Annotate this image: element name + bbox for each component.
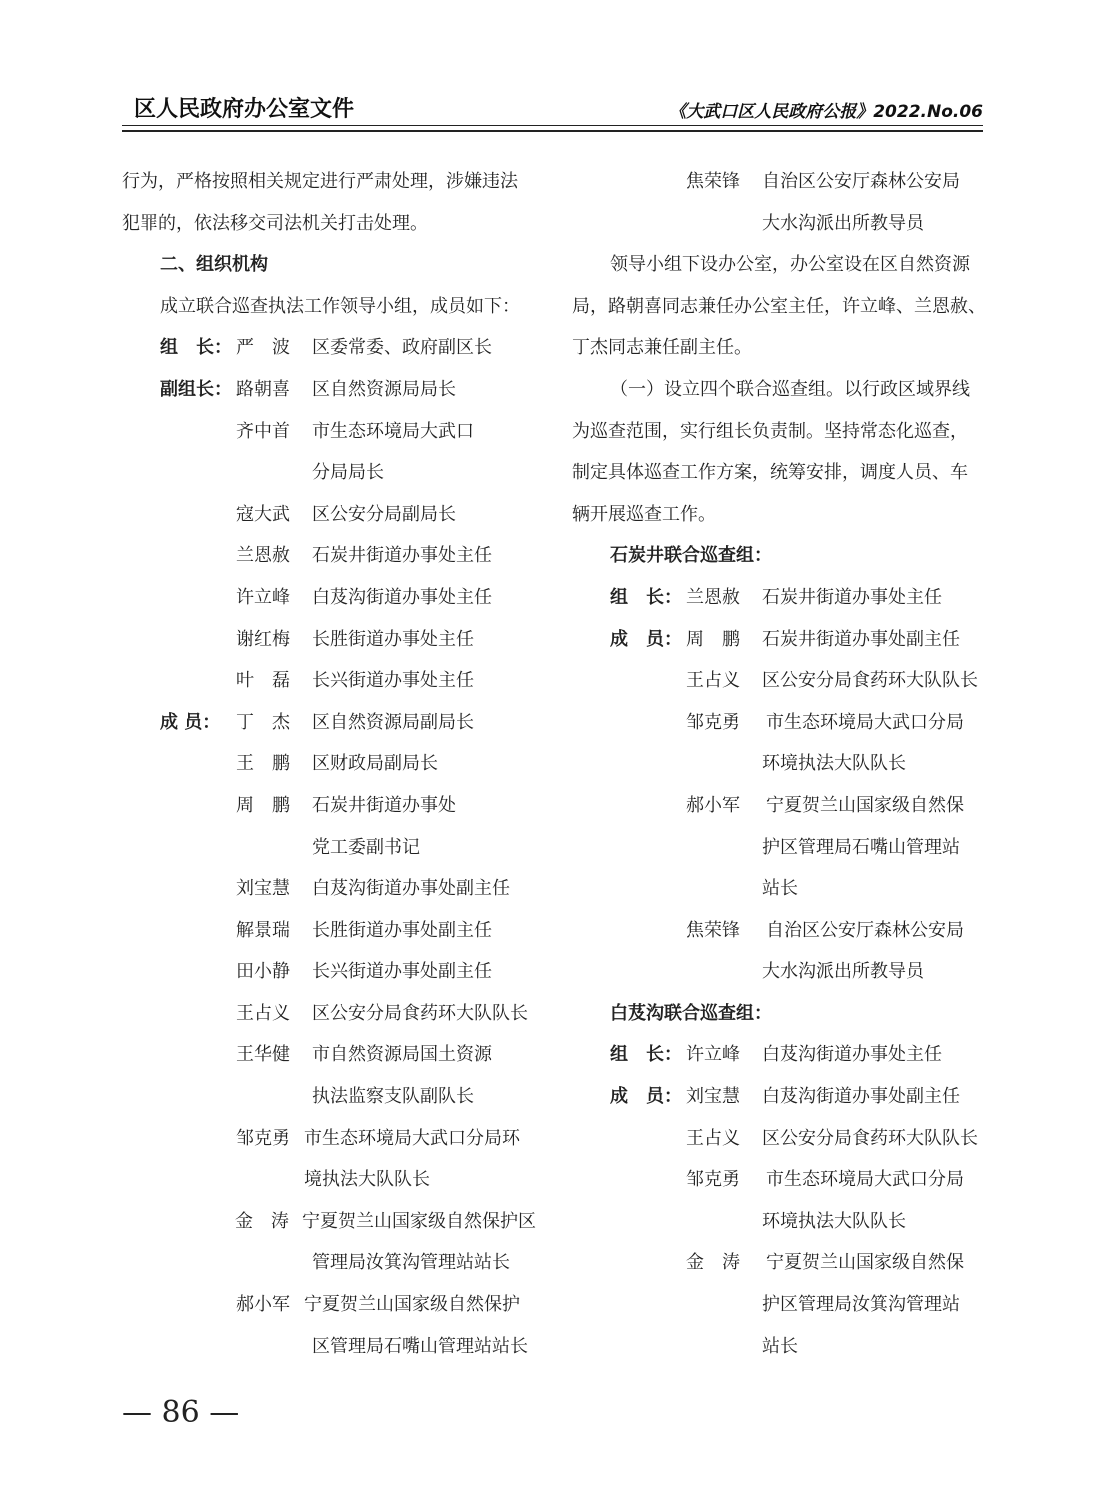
person-title: 自治区公安厅森林公安局 bbox=[762, 171, 960, 192]
person-title: 区公安分局副局长 bbox=[312, 503, 456, 525]
person-name: 王华健 bbox=[236, 1044, 290, 1066]
person-title: 白芨沟街道办事处副主任 bbox=[312, 878, 510, 900]
left-column bbox=[122, 161, 536, 1367]
person-title: 宁夏贺兰山国家级自然保 bbox=[766, 1252, 964, 1274]
person-name: 王占义 bbox=[686, 1127, 740, 1149]
person-name: 刘宝慧 bbox=[686, 1086, 740, 1108]
roster-row bbox=[572, 161, 986, 203]
paragraph-line: 为巡查范围，实行组长负责制。坚持常态化巡查， bbox=[572, 420, 968, 442]
person-name: 叶 磊 bbox=[236, 670, 290, 692]
person-name: 齐中首 bbox=[236, 420, 290, 442]
person-name: 焦荣锋 bbox=[686, 171, 740, 192]
group-heading: 白芨沟联合巡查组： bbox=[610, 1002, 772, 1024]
roster-row bbox=[572, 702, 986, 744]
person-title: 市生态环境局大武口分局环 bbox=[304, 1127, 520, 1149]
person-title: 长胜街道办事处副主任 bbox=[312, 919, 492, 941]
title-continuation: 站长 bbox=[762, 878, 798, 900]
title-continuation: 环境执法大队队长 bbox=[762, 1210, 906, 1232]
roster-row bbox=[122, 494, 536, 536]
person-name: 谢红梅 bbox=[236, 628, 290, 650]
roster-row bbox=[122, 702, 536, 744]
header-publication-title: 《大武口区人民政府公报》2022.No.06 bbox=[669, 102, 983, 122]
paragraph-line: （一）设立四个联合巡查组。以行政区域界线 bbox=[610, 378, 970, 400]
person-name: 邹克勇 bbox=[236, 1127, 290, 1149]
person-title: 区财政局副局长 bbox=[312, 753, 438, 775]
person-name: 郝小军 bbox=[686, 794, 740, 816]
person-title: 长兴街道办事处主任 bbox=[312, 670, 474, 692]
person-title: 区公安分局食药环大队队长 bbox=[762, 1127, 978, 1149]
person-name: 王占义 bbox=[686, 670, 740, 692]
person-name: 路朝喜 bbox=[236, 378, 290, 400]
paragraph-line: 丁杰同志兼任副主任。 bbox=[572, 337, 752, 359]
page-number: — 86 — bbox=[122, 1395, 240, 1430]
person-name: 兰恩赦 bbox=[236, 545, 290, 567]
title-continuation: 大水沟派出所教导员 bbox=[762, 961, 924, 983]
person-title: 自治区公安厅森林公安局 bbox=[766, 919, 964, 941]
person-name: 严 波 bbox=[236, 337, 290, 359]
paragraph-line: 领导小组下设办公室，办公室设在区自然资源 bbox=[610, 254, 970, 276]
paragraph-line: 局，路朝喜同志兼任办公室主任，许立峰、兰恩赦、 bbox=[572, 295, 986, 317]
roster-row bbox=[572, 619, 986, 661]
roster-row-leader bbox=[122, 327, 536, 369]
person-title: 石炭井街道办事处副主任 bbox=[762, 628, 960, 650]
title-continuation: 境执法大队队长 bbox=[304, 1169, 430, 1191]
title-continuation: 管理局汝箕沟管理站站长 bbox=[312, 1252, 510, 1274]
roster-row bbox=[572, 910, 986, 952]
paragraph-line: 制定具体巡查工作方案，统筹安排，调度人员、车 bbox=[572, 462, 968, 484]
role-label: 组 长： bbox=[160, 337, 232, 359]
roster-row bbox=[122, 1034, 536, 1076]
roster-row bbox=[122, 910, 536, 952]
person-name: 寇大武 bbox=[236, 503, 290, 525]
paragraph-line: 犯罪的，依法移交司法机关打击处理。 bbox=[122, 212, 428, 234]
person-title: 白芨沟街道办事处主任 bbox=[312, 586, 492, 608]
title-continuation: 环境执法大队队长 bbox=[762, 753, 906, 775]
roster-row bbox=[122, 743, 536, 785]
person-title: 石炭井街道办事处主任 bbox=[312, 545, 492, 567]
roster-row bbox=[572, 1159, 986, 1201]
title-continuation: 执法监察支队副队长 bbox=[312, 1086, 474, 1108]
roster-row bbox=[122, 785, 536, 827]
title-continuation: 分局局长 bbox=[312, 462, 384, 484]
person-name: 兰恩赦 bbox=[686, 586, 740, 608]
roster-row bbox=[122, 577, 536, 619]
roster-row bbox=[572, 785, 986, 827]
role-label: 成 员： bbox=[610, 628, 682, 650]
person-title: 市自然资源局国土资源 bbox=[312, 1044, 492, 1066]
header-rule-thick bbox=[122, 130, 983, 132]
header-section-title: 区人民政府办公室文件 bbox=[134, 97, 355, 122]
title-continuation: 区管理局石嘴山管理站站长 bbox=[312, 1335, 528, 1357]
person-title: 宁夏贺兰山国家级自然保护区 bbox=[302, 1210, 536, 1232]
title-continuation: 站长 bbox=[762, 1335, 798, 1357]
person-title: 区自然资源局局长 bbox=[312, 378, 456, 400]
person-name: 丁 杰 bbox=[236, 711, 290, 733]
header-rule-thin bbox=[122, 125, 983, 126]
paragraph-line: 辆开展巡查工作。 bbox=[572, 503, 716, 525]
roster-row bbox=[122, 619, 536, 661]
person-name: 王 鹏 bbox=[236, 753, 290, 775]
person-name: 金 涛 bbox=[686, 1252, 740, 1274]
title-continuation: 党工委副书记 bbox=[312, 836, 420, 858]
person-name: 郝小军 bbox=[236, 1294, 290, 1316]
roster-row bbox=[572, 1118, 986, 1160]
roster-row bbox=[122, 411, 536, 453]
roster-row bbox=[122, 535, 536, 577]
person-name: 田小静 bbox=[236, 961, 290, 983]
person-title: 白芨沟街道办事处主任 bbox=[762, 1044, 942, 1066]
person-name: 周 鹏 bbox=[236, 794, 290, 816]
role-label: 组 长： bbox=[610, 586, 682, 608]
role-label: 成 员： bbox=[160, 711, 221, 733]
roster-row bbox=[572, 660, 986, 702]
title-continuation: 护区管理局汝箕沟管理站 bbox=[762, 1294, 960, 1316]
person-title: 石炭井街道办事处主任 bbox=[762, 586, 942, 608]
roster-row bbox=[572, 1242, 986, 1284]
roster-row bbox=[122, 660, 536, 702]
person-title: 市生态环境局大武口分局 bbox=[766, 1169, 964, 1191]
person-name: 金 涛 bbox=[234, 1210, 289, 1232]
paragraph-line: 成立联合巡查执法工作领导小组，成员如下： bbox=[160, 295, 520, 317]
roster-row bbox=[572, 1076, 986, 1118]
person-title: 市生态环境局大武口分局 bbox=[766, 711, 964, 733]
person-name: 解景瑞 bbox=[236, 919, 290, 941]
person-name: 刘宝慧 bbox=[236, 878, 290, 900]
person-name: 许立峰 bbox=[686, 1044, 740, 1066]
roster-row bbox=[122, 868, 536, 910]
person-title: 长胜街道办事处主任 bbox=[312, 628, 474, 650]
person-title: 石炭井街道办事处 bbox=[312, 794, 456, 816]
roster-row-leader bbox=[572, 1034, 986, 1076]
role-label: 成 员： bbox=[610, 1086, 682, 1108]
person-name: 焦荣锋 bbox=[686, 919, 740, 941]
person-title: 市生态环境局大武口 bbox=[312, 420, 474, 442]
roster-row bbox=[122, 993, 536, 1035]
person-title: 白芨沟街道办事处副主任 bbox=[762, 1086, 960, 1108]
person-name: 王占义 bbox=[236, 1002, 290, 1024]
person-title: 长兴街道办事处副主任 bbox=[312, 961, 492, 983]
roster-row bbox=[122, 369, 536, 411]
roster-row bbox=[122, 1284, 536, 1326]
person-title: 区公安分局食药环大队队长 bbox=[312, 1002, 528, 1024]
person-title: 区自然资源局副局长 bbox=[312, 711, 474, 733]
group-heading: 石炭井联合巡查组： bbox=[610, 545, 772, 567]
title-continuation: 护区管理局石嘴山管理站 bbox=[762, 836, 960, 858]
title-continuation: 大水沟派出所教导员 bbox=[762, 212, 924, 234]
person-name: 邹克勇 bbox=[686, 1169, 740, 1191]
person-name: 许立峰 bbox=[236, 586, 290, 608]
person-name: 周 鹏 bbox=[686, 628, 740, 650]
roster-row bbox=[122, 951, 536, 993]
paragraph-line: 行为，严格按照相关规定进行严肃处理，涉嫌违法 bbox=[122, 171, 518, 192]
person-title: 区公安分局食药环大队队长 bbox=[762, 670, 978, 692]
roster-row bbox=[122, 1201, 536, 1243]
roster-row-leader bbox=[572, 577, 986, 619]
person-title: 宁夏贺兰山国家级自然保 bbox=[766, 794, 964, 816]
right-column bbox=[572, 161, 986, 1367]
role-label: 副组长： bbox=[160, 378, 232, 400]
person-name: 邹克勇 bbox=[686, 711, 740, 733]
person-title: 宁夏贺兰山国家级自然保护 bbox=[304, 1294, 520, 1316]
role-label: 组 长： bbox=[610, 1044, 682, 1066]
roster-row bbox=[122, 1118, 536, 1160]
person-title: 区委常委、政府副区长 bbox=[312, 337, 492, 359]
section-heading: 二、组织机构 bbox=[160, 254, 268, 276]
